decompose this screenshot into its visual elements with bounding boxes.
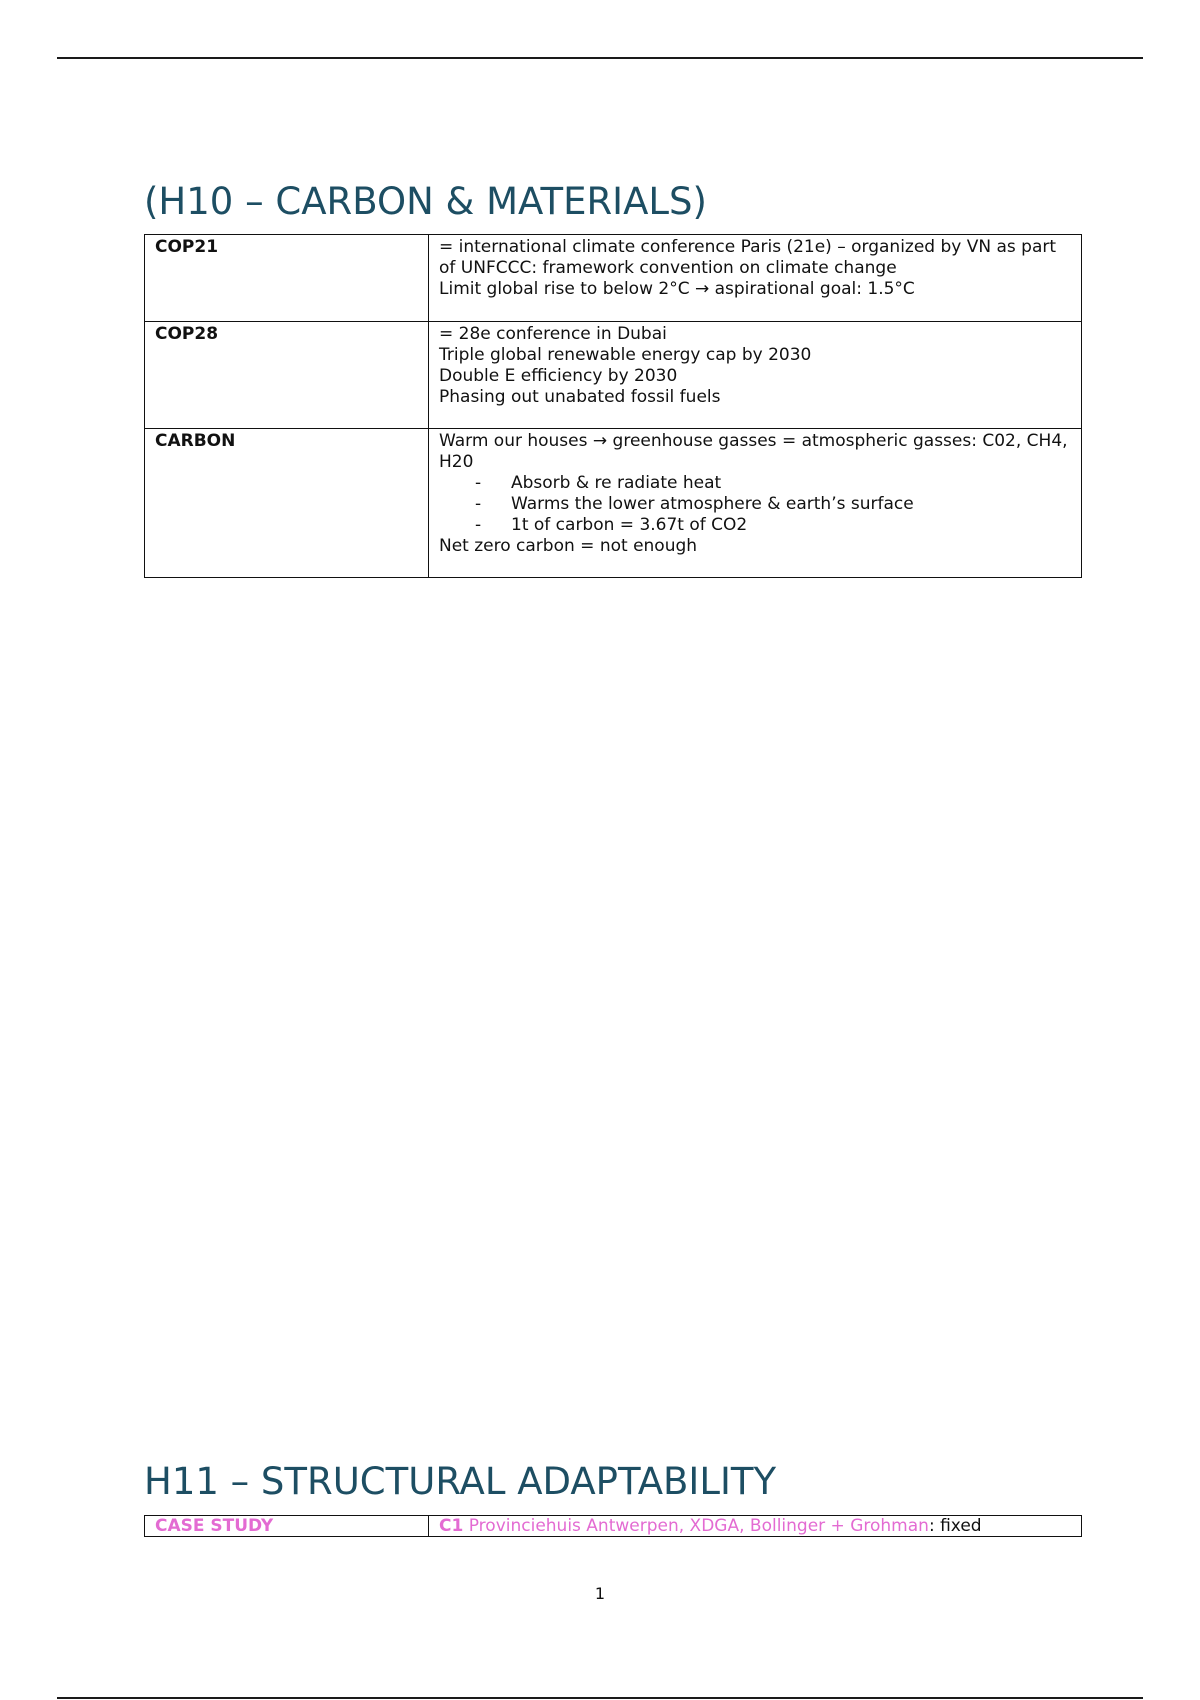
page-bottom-rule xyxy=(57,1697,1143,1699)
table-row-cop21 xyxy=(145,235,1082,322)
definition-cell xyxy=(429,235,1082,322)
definition-cell xyxy=(429,1516,1082,1537)
notes-table-h11 xyxy=(144,1515,1082,1537)
definition-line: = international climate conference Paris (21e) – organized by VN as part of UNFCCC: framework convention on climate change xyxy=(439,237,1057,278)
section-heading-h11: H11 – STRUCTURAL ADAPTABILITY xyxy=(144,1460,777,1503)
case-code: C1 xyxy=(439,1516,464,1536)
term-cell: COP21 xyxy=(145,235,429,322)
page-top-rule xyxy=(57,57,1143,59)
definition-line: = 28e conference in Dubai xyxy=(439,324,667,344)
term-cell: COP28 xyxy=(145,322,429,429)
term-cell: CASE STUDY xyxy=(145,1516,429,1537)
definition-line: Warm our houses → greenhouse gasses = atmospheric gasses: C02, CH4, H20 xyxy=(439,431,1068,472)
table-row-cop28 xyxy=(145,322,1082,429)
list-item: - Warms the lower atmosphere & earth’s surface xyxy=(439,494,1071,515)
definition-line: Phasing out unabated fossil fuels xyxy=(439,387,721,407)
definition-line: Limit global rise to below 2°C → aspirational goal: 1.5°C xyxy=(439,279,915,299)
section-heading-h10: (H10 – CARBON & MATERIALS) xyxy=(144,180,707,223)
table-row-case-study xyxy=(145,1516,1082,1537)
definition-cell xyxy=(429,322,1082,429)
case-suffix: : fixed xyxy=(928,1516,982,1536)
page-number: 1 xyxy=(594,1584,606,1603)
notes-table-h10 xyxy=(144,234,1082,578)
table-row-carbon xyxy=(145,429,1082,578)
definition-line: Net zero carbon = not enough xyxy=(439,536,698,556)
bullet-list xyxy=(439,473,1071,536)
definition-cell xyxy=(429,429,1082,578)
term-cell: CARBON xyxy=(145,429,429,578)
list-item: - Absorb & re radiate heat xyxy=(439,473,1071,494)
definition-line: Triple global renewable energy cap by 2030 xyxy=(439,345,812,365)
case-title: Provinciehuis Antwerpen, XDGA, Bollinger + Grohman xyxy=(468,1516,929,1536)
list-item: - 1t of carbon = 3.67t of CO2 xyxy=(439,515,1071,536)
definition-line: Double E efficiency by 2030 xyxy=(439,366,678,386)
